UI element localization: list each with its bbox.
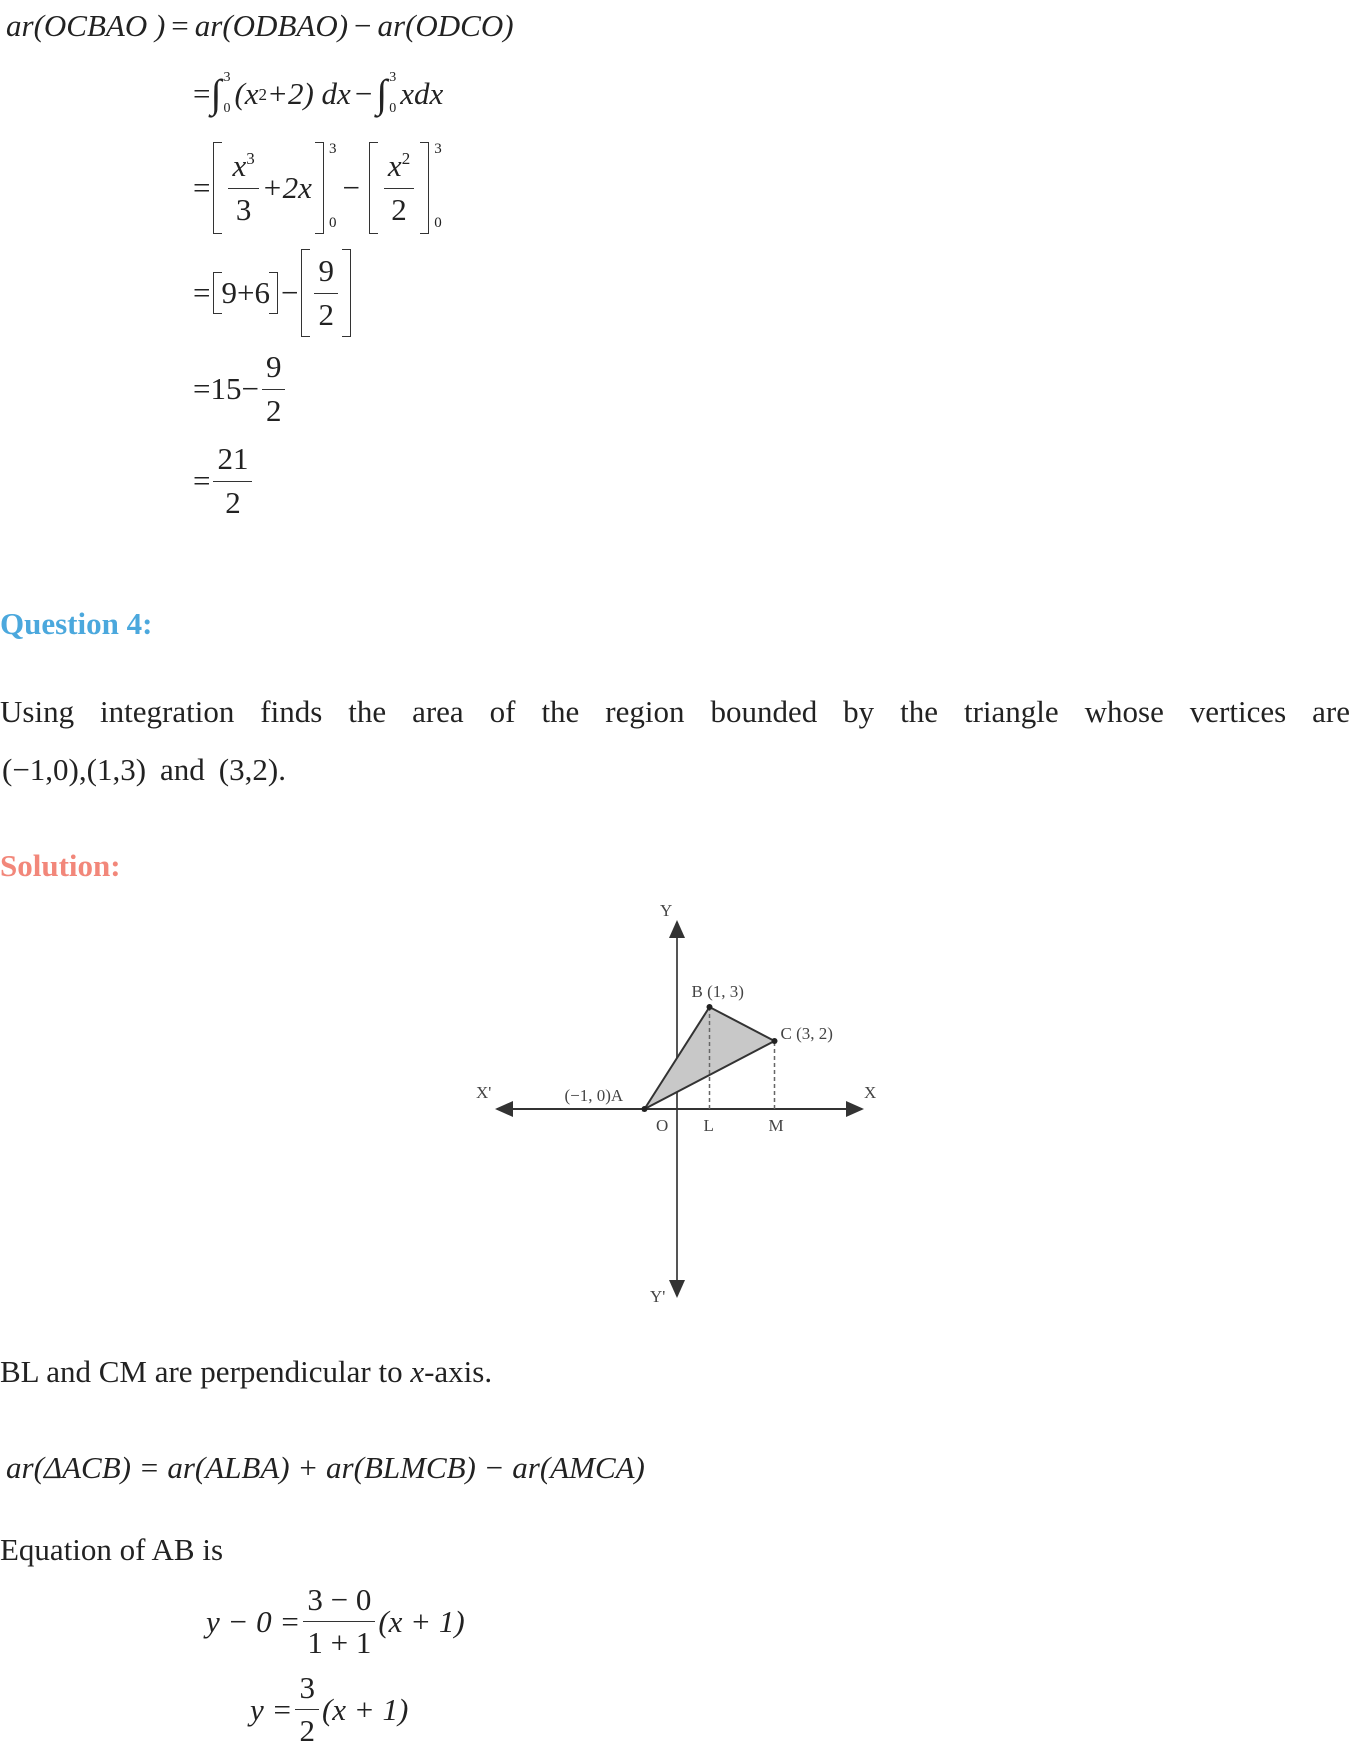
term: +2x — [261, 170, 312, 205]
upper-limit: 3 — [328, 141, 337, 157]
numerator: 3 − 0 — [303, 1580, 375, 1622]
integral-icon: ∫ — [210, 71, 222, 116]
y-label: Y — [660, 901, 673, 920]
minus: − — [280, 275, 299, 310]
minus: − — [342, 170, 360, 205]
equals: = — [171, 8, 189, 43]
lhs: y − 0 = — [206, 1603, 301, 1639]
vertices: (−1,0),(1,3) — [2, 752, 147, 787]
exponent: 2 — [258, 84, 268, 104]
denominator: 2 — [318, 296, 334, 332]
denominator: 2 — [265, 392, 282, 428]
term: ar(ODBAO) — [194, 8, 349, 43]
question-text: Using integration finds the area of the region bounded by the triangle whose vertices are — [0, 694, 1350, 729]
area-equation: ar(ΔACB) = ar(ALBA) + ar(BLMCB) − ar(AMCA) — [6, 1450, 645, 1485]
ab-equation-1 — [206, 1580, 465, 1664]
denominator: 1 + 1 — [307, 1625, 372, 1661]
term: 15− — [210, 371, 259, 406]
numerator: 3 — [295, 1668, 319, 1710]
lower-limit: 0 — [389, 101, 397, 117]
numerator: x — [387, 148, 402, 184]
denominator: 2 — [299, 1713, 315, 1749]
lhs: ar(OCBAO ) — [6, 8, 166, 43]
foot-label-M: M — [768, 1116, 784, 1135]
equals: = — [193, 275, 211, 310]
integrand: (x — [234, 76, 259, 111]
lower-limit: 0 — [328, 215, 337, 231]
text: x — [410, 1354, 425, 1389]
integrand: +2) dx — [267, 76, 351, 111]
denominator: 2 — [225, 484, 241, 520]
origin-label: O — [656, 1116, 669, 1135]
vertex-A — [642, 1106, 648, 1112]
upper-limit: 3 — [434, 141, 442, 157]
numerator: 21 — [213, 439, 252, 481]
exponent: 3 — [246, 149, 255, 169]
equals: = — [193, 170, 211, 205]
minus: − — [354, 8, 372, 43]
y-neg-label: Y' — [650, 1287, 666, 1306]
equals: = — [193, 371, 211, 406]
integrand: xdx — [400, 76, 444, 111]
denominator: 2 — [391, 191, 407, 227]
rhs: (x + 1) — [378, 1603, 465, 1639]
x-neg-label: X' — [476, 1083, 492, 1102]
integral-icon: ∫ — [376, 71, 388, 116]
vertex: (3,2) — [218, 752, 279, 787]
vertex-B — [707, 1004, 713, 1010]
perpendicular-statement — [0, 1354, 492, 1390]
and-word: and — [160, 752, 205, 787]
equation-ab-heading: Equation of AB is — [0, 1532, 224, 1567]
vertex-label-C: C (3, 2) — [780, 1024, 833, 1043]
x-label: X — [864, 1083, 877, 1102]
upper-limit: 3 — [389, 70, 397, 85]
period: . — [278, 752, 286, 787]
rhs: (x + 1) — [321, 1691, 409, 1727]
lower-limit: 0 — [223, 101, 231, 117]
vertex-label-B: B (1, 3) — [691, 982, 744, 1001]
foot-label-L: L — [703, 1116, 714, 1135]
term: ar(ODCO) — [377, 8, 514, 43]
question-heading: Question 4: — [0, 606, 153, 641]
vertex-C — [772, 1038, 778, 1044]
numerator: x — [232, 148, 247, 184]
ab-equation-2 — [250, 1668, 408, 1752]
lower-limit: 0 — [434, 215, 442, 231]
equals: = — [193, 463, 211, 498]
text: -axis. — [424, 1354, 493, 1389]
equals: = — [193, 76, 211, 111]
exponent: 2 — [401, 149, 411, 169]
solution-heading: Solution: — [0, 848, 121, 883]
numerator: 9 — [262, 347, 286, 389]
text: BL and CM are perpendicular to — [0, 1354, 411, 1389]
upper-limit: 3 — [223, 70, 231, 85]
numerator: 9 — [314, 251, 338, 293]
denominator: 3 — [235, 191, 252, 227]
vertex-label-A: (−1, 0)A — [564, 1086, 624, 1105]
lhs: y = — [250, 1691, 293, 1727]
minus: − — [354, 76, 373, 111]
term: 9+6 — [221, 275, 270, 310]
